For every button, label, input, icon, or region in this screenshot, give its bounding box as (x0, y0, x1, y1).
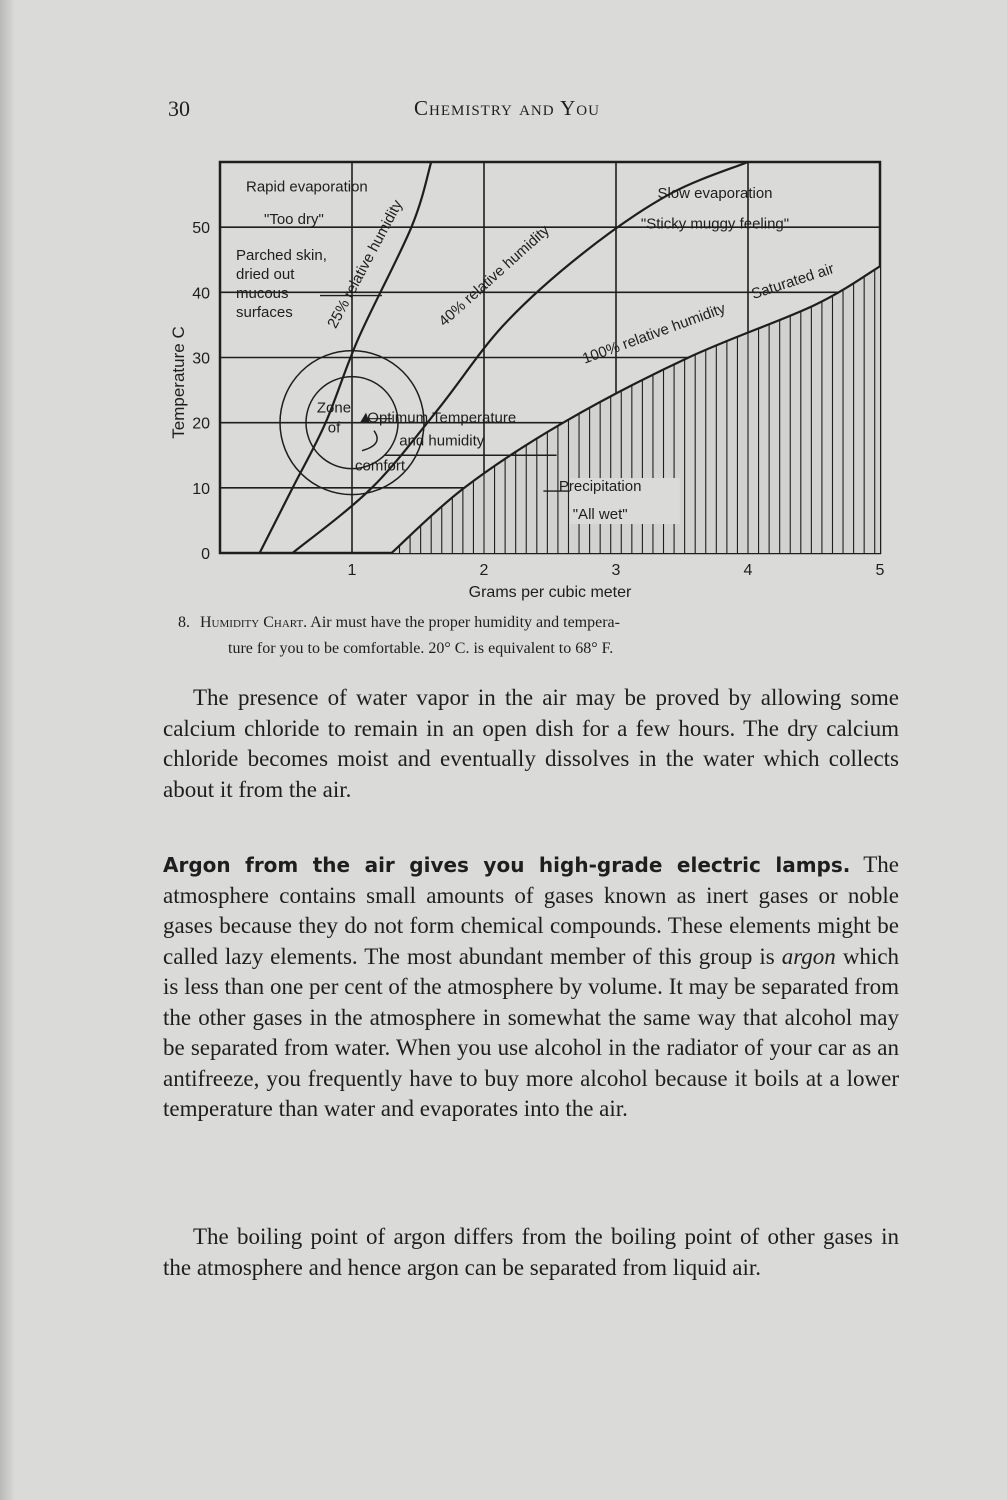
x-tick-label: 2 (479, 562, 489, 579)
y-axis-label: Temperature C (169, 326, 188, 439)
x-tick-label: 3 (611, 562, 621, 579)
y-tick-label: 30 (192, 350, 210, 368)
caption-number: 8. (178, 614, 190, 631)
section-heading-argon: Argon from the air gives you high-grade electric lamps. (163, 853, 851, 877)
paragraph-1-text: The presence of water vapor in the air may be proved by allowing some calcium chloride to remain in an open dish for a few hours. The dry calcium chloride becomes moist and eventually dissolves in the water which collects about it from the air. (163, 685, 899, 802)
humidity-chart (160, 150, 900, 605)
dry-label-2: "Too dry" (264, 210, 324, 228)
page-header (168, 96, 898, 128)
comfort-arrow-curve (362, 431, 377, 451)
y-tick-label: 10 (192, 480, 210, 498)
curve-25-label: 25% relative humidity (324, 197, 407, 332)
curve-40-label: 40% relative humidity (435, 221, 553, 330)
caption-title: Humidity Chart. (200, 614, 308, 631)
x-axis-label: Grams per cubic meter (468, 584, 632, 601)
x-tick-label: 4 (743, 562, 753, 579)
y-tick-label: 20 (192, 415, 210, 433)
x-tick-label: 5 (875, 562, 885, 579)
zone-of-label: of (327, 419, 341, 437)
precipitation-label-2: "All wet" (572, 506, 628, 524)
humid-label-2: "Sticky muggy feeling" (640, 215, 790, 233)
dry-label-1: Rapid evaporation (246, 178, 368, 196)
y-tick-label: 0 (201, 546, 210, 563)
dry-effect-4: surfaces (236, 303, 293, 321)
paragraph-water-vapor (163, 683, 899, 805)
page-number: 30 (168, 96, 190, 121)
paragraph-2-text-b: which is less than one per cent of the atmosphere by volume. It may be separated from the other gases in the atmosphere in somewhat the same way that alcohol may be separated from water. When you use alcohol in the radiator of your car as an antifreeze, you frequently have to buy more alcohol because it boils at a lower temperature than water and evaporates into the air. (163, 943, 900, 1121)
dry-effect-1: Parched skin, (236, 246, 327, 264)
saturated-label: Saturated air (749, 260, 837, 303)
y-tick-label: 40 (192, 285, 210, 303)
page-edge (0, 0, 14, 1500)
humid-label-1: Slow evaporation (657, 184, 773, 202)
caption-text-2: ture for you to be comfortable. 20° C. is equivalent to 68° F. (228, 640, 614, 657)
y-tick-label: 50 (192, 220, 210, 238)
x-tick-label: 1 (347, 562, 357, 579)
paragraph-argon (163, 850, 899, 1125)
dry-effect-2: dried out (236, 265, 295, 283)
figure-caption (178, 610, 918, 662)
caption-text-1: Air must have the proper humidity and tempera- (310, 614, 620, 631)
dry-effect-3: mucous (236, 284, 289, 302)
running-head: Chemistry and You (414, 96, 600, 120)
curve-100-label: 100% relative humidity (580, 299, 728, 368)
paragraph-2-text-a: The atmosphere contains small amounts of gases known as inert gases or noble gases because they do not form chemical compounds. These elements might be called lazy elements. The most abundant member of this group is (163, 852, 899, 969)
paragraph-boiling-point (163, 1222, 899, 1283)
paragraph-2-emphasis: argon (781, 943, 836, 969)
optimum-label-1: Optimum Temperature (367, 409, 517, 427)
zone-label: Zone (316, 399, 352, 417)
paragraph-3-text: The boiling point of argon differs from the boiling point of other gases in the atmosphere and hence argon can be separated from liquid air. (163, 1224, 899, 1280)
zone-comfort-label: comfort (354, 457, 406, 475)
optimum-label-2: and humidity (399, 432, 485, 450)
precipitation-label-1: Precipitation (558, 478, 642, 496)
